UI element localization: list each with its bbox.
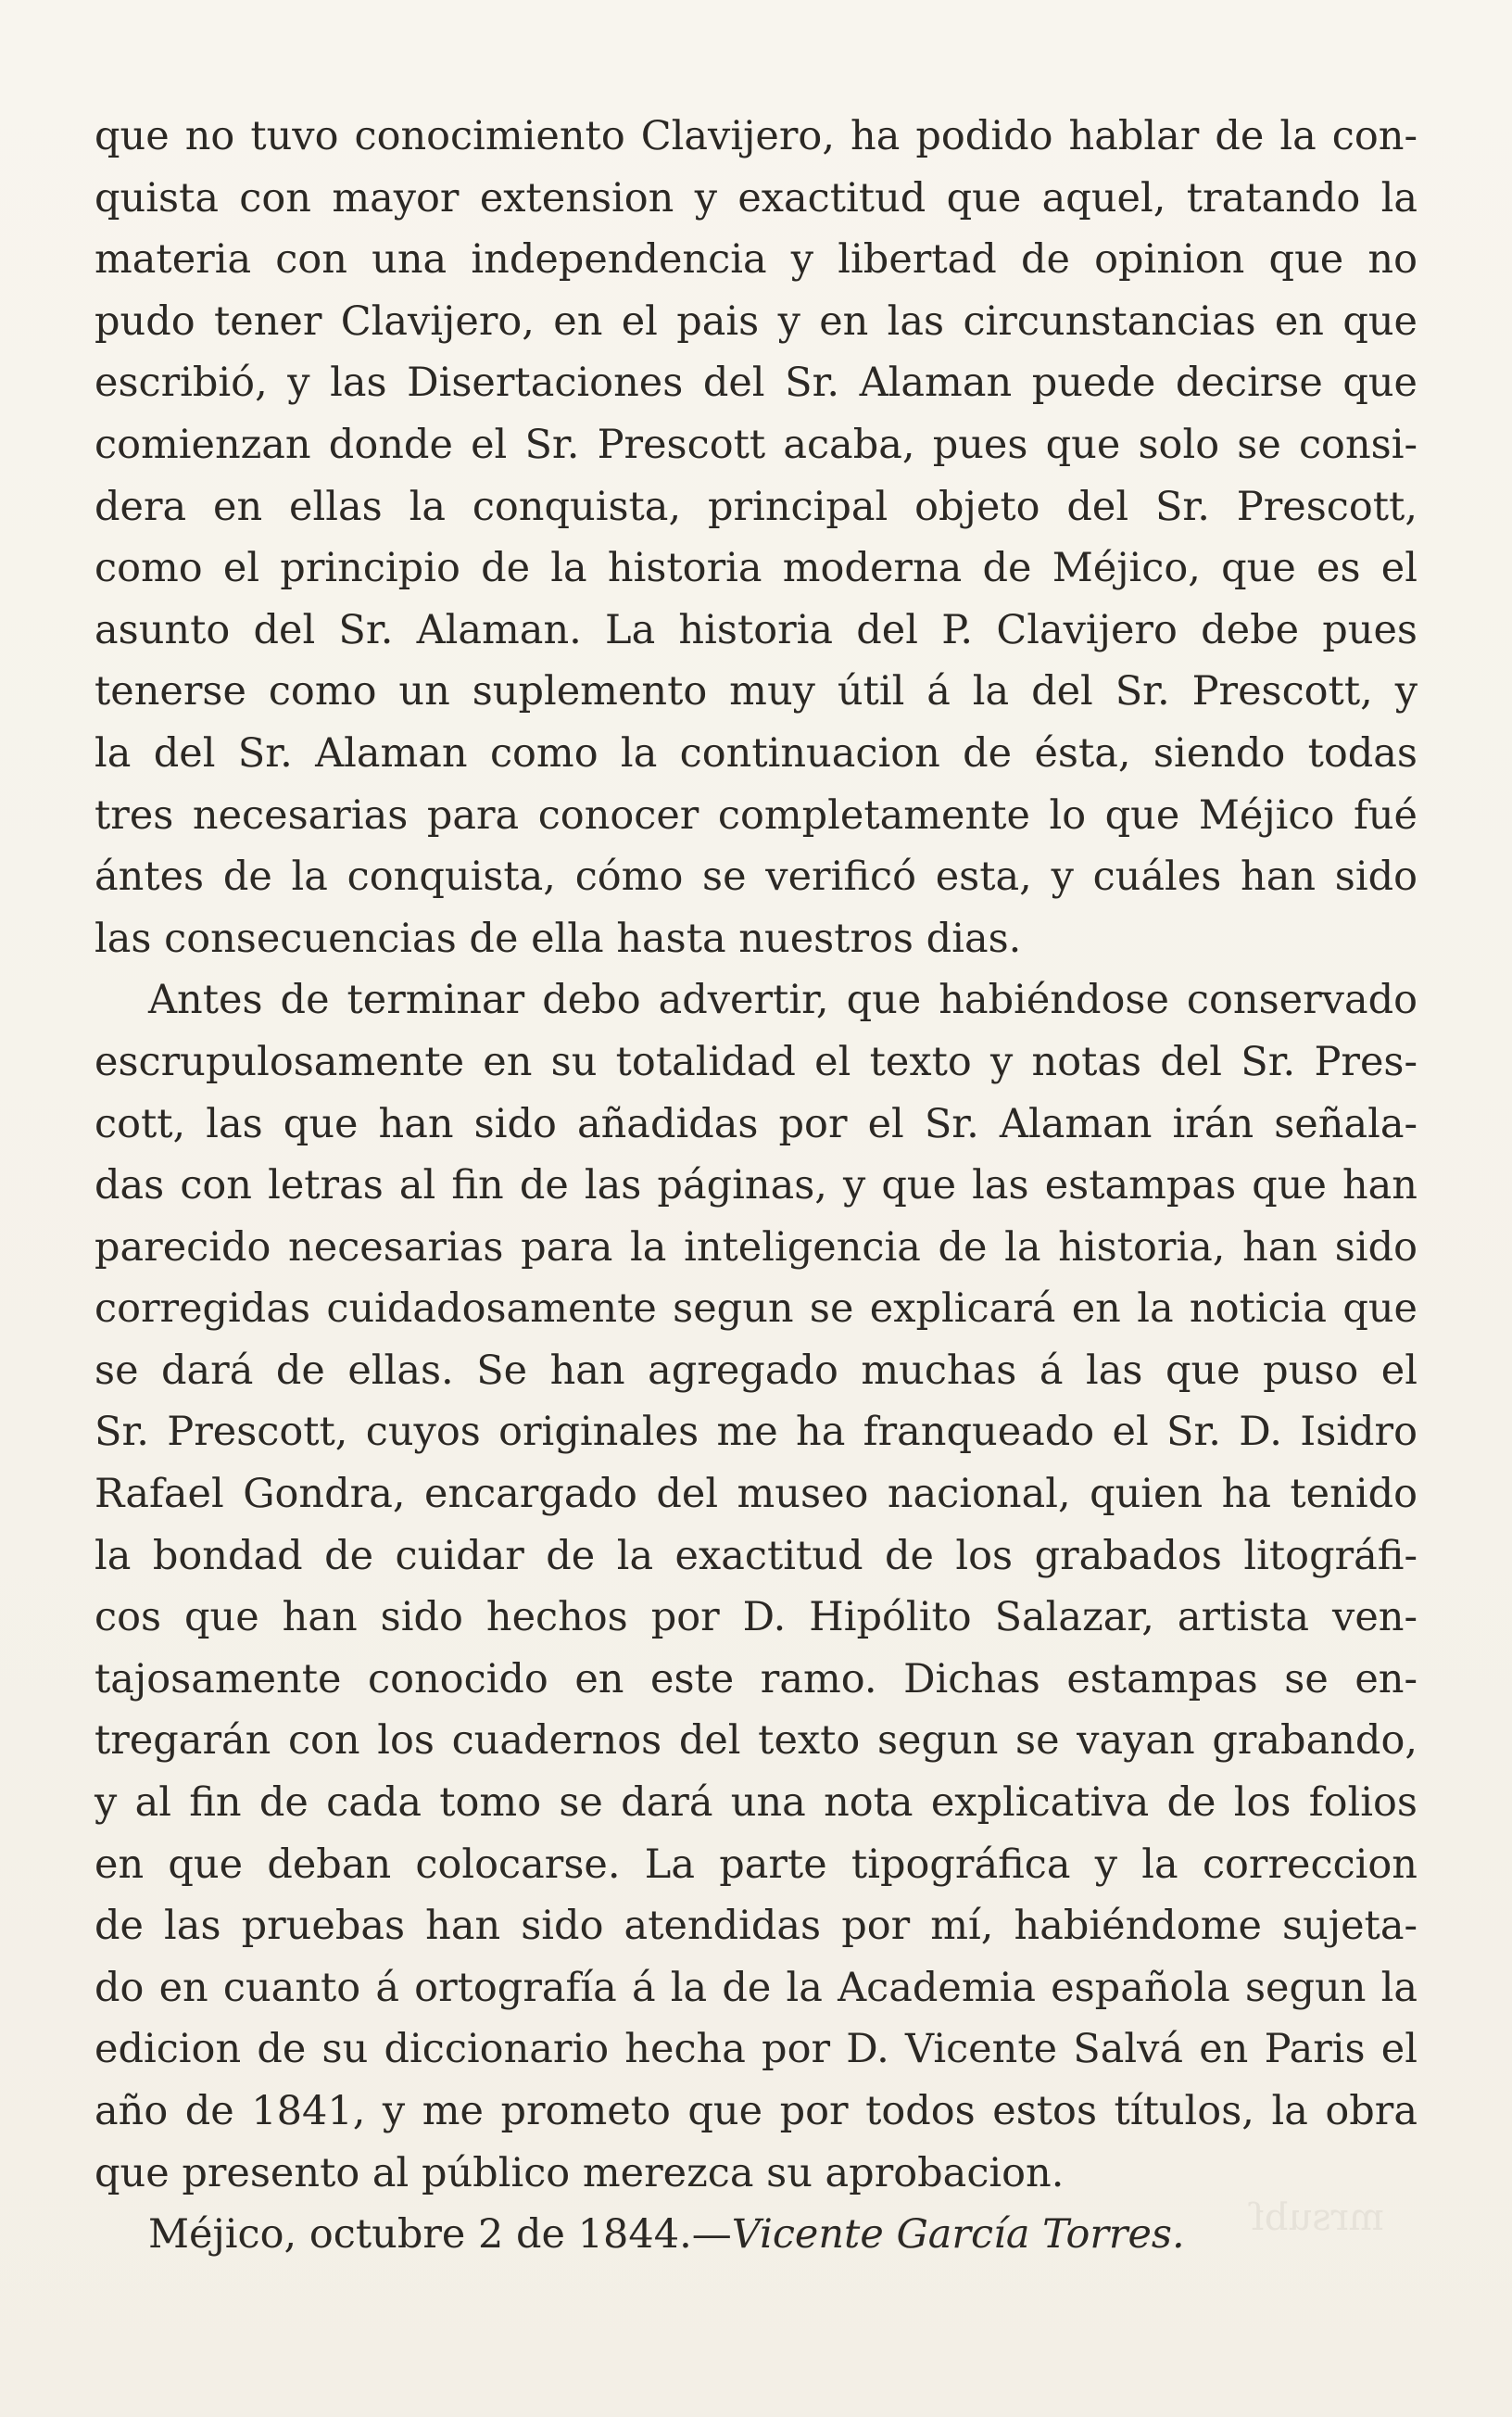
text-line: das con letras al fin de las páginas, y que las estampas que han (94, 1162, 1418, 1209)
show-through-text: mrsubſ (1251, 2196, 1384, 2239)
signature-place-date: Méjico, octubre 2 de 1844.— (148, 2211, 732, 2259)
text-line: parecido necesarias para la inteligencia de la historia, han sido (94, 1223, 1418, 1271)
text-line: asunto del Sr. Alaman. La historia del P. Clavijero debe pues (94, 606, 1418, 653)
text-line: Rafael Gondra, encargado del museo nacional, quien ha tenido (94, 1471, 1418, 1518)
signature-name: Vicente García Torres. (731, 2211, 1185, 2259)
signature-line (94, 2204, 1418, 2266)
body-text (94, 106, 1418, 2266)
text-line: tenerse como un suplemento muy útil á la del Sr. Prescott, y (94, 668, 1418, 715)
paragraph-2 (94, 969, 1418, 2204)
text-line: se dará de ellas. Se han agregado muchas á las que puso el (94, 1347, 1418, 1394)
text-line: cos que han sido hechos por D. Hipólito Salazar, artista ven- (94, 1594, 1418, 1641)
text-line: quista con mayor extension y exactitud que aquel, tratando la (94, 174, 1418, 221)
text-line: que no tuvo conocimiento Clavijero, ha podido hablar de la con- (94, 113, 1418, 159)
text-line: Antes de terminar debo advertir, que habiéndose conservado (148, 977, 1418, 1024)
text-line: tajosamente conocido en este ramo. Dichas estampas se en- (94, 1655, 1418, 1702)
text-line: como el principio de la historia moderna de Méjico, que es el (94, 545, 1418, 592)
paragraph-1 (94, 106, 1418, 969)
text-line: y al fin de cada tomo se dará una nota explicativa de los folios (94, 1779, 1418, 1827)
text-line: materia con una independencia y libertad de opinion que no (94, 236, 1418, 284)
text-line: dera en ellas la conquista, principal objeto del Sr. Prescott, (94, 483, 1418, 530)
text-line: cott, las que han sido añadidas por el Sr. Alaman irán señala- (94, 1100, 1418, 1147)
text-line: pudo tener Clavijero, en el pais y en las circunstancias en que (94, 297, 1418, 345)
text-line: edicion de su diccionario hecha por D. Vicente Salvá en Paris el (94, 2026, 1418, 2073)
text-line: escribió, y las Disertaciones del Sr. Alaman puede decirse que (94, 360, 1418, 407)
text-line: tres necesarias para conocer completamente lo que Méjico fué (94, 791, 1418, 839)
text-line: año de 1841, y me prometo que por todos estos títulos, la obra (94, 2088, 1418, 2134)
text-line: corregidas cuidadosamente segun se explicará en la noticia que (94, 1285, 1418, 1333)
text-line: Sr. Prescott, cuyos originales me ha franqueado el Sr. D. Isidro (94, 1409, 1418, 1456)
text-line: comienzan donde el Sr. Prescott acaba, pues que solo se consi- (94, 421, 1418, 468)
text-line: do en cuanto á ortografía á la de la Academia española segun la (94, 1964, 1418, 2011)
text-line: de las pruebas han sido atendidas por mí, habiéndome sujeta- (94, 1903, 1418, 1950)
text-line: escrupulosamente en su totalidad el texto y notas del Sr. Pres- (94, 1038, 1418, 1085)
text-line: la del Sr. Alaman como la continuacion de ésta, siendo todas (94, 729, 1418, 777)
text-line: tregarán con los cuadernos del texto segun se vayan grabando, (94, 1717, 1418, 1765)
text-line: ántes de la conquista, cómo se verificó esta, y cuáles han sido (94, 854, 1418, 901)
text-line: que presento al público merezca su aprobacion. (94, 2149, 1065, 2196)
text-line: la bondad de cuidar de la exactitud de los grabados litográfi- (94, 1532, 1418, 1579)
text-line: las consecuencias de ella hasta nuestros dias. (94, 915, 1022, 962)
text-line: en que deban colocarse. La parte tipográfica y la correccion (94, 1841, 1418, 1888)
